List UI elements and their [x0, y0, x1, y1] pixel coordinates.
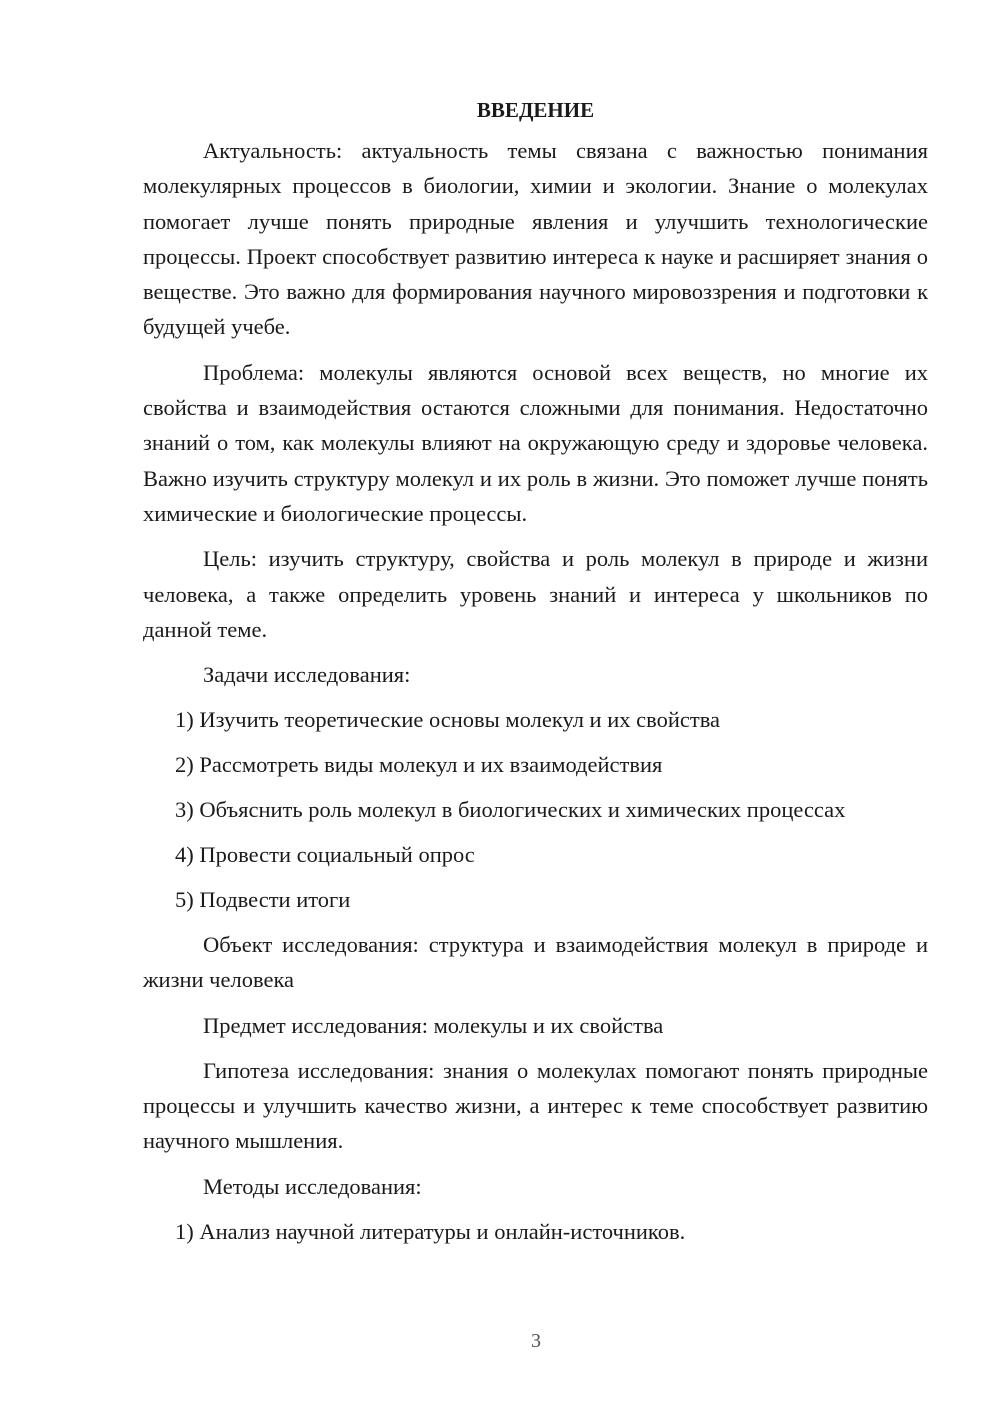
list-item: 3) Объяснить роль молекул в биологических и химических процессах — [175, 797, 846, 823]
problem-paragraph: Проблема: молекулы являются основой всех веществ, но многие их свойства и взаимодействия остаются сложными для понимания. Недостаточно знаний о том, как молекулы влияют на окружающую среду и здоровье человека. Важно изучить структуру молекул и их роль в жизни. Это поможет лучше понять химические и биологические процессы. — [143, 359, 928, 526]
hypothesis-paragraph: Гипотеза исследования: знания о молекулах помогают понять природные процессы и улучшить качество жизни, а интерес к теме способствует развитию научного мышления. — [143, 1057, 928, 1154]
methods-list — [143, 1214, 928, 1249]
tasks-title: Задачи исследования: — [203, 662, 411, 688]
goal-paragraph: Цель: изучить структуру, свойства и роль молекул в природе и жизни человека, а также определить уровень знаний и интереса у школьников по данной теме. — [143, 546, 928, 642]
document-page — [143, 92, 928, 1249]
subject-paragraph: Предмет исследования: молекулы и их свойства — [203, 1012, 664, 1038]
list-item: 4) Провести социальный опрос — [175, 842, 475, 868]
section-heading: ВВЕДЕНИЕ — [476, 98, 595, 122]
list-item: 1) Анализ научной литературы и онлайн-источников. — [175, 1218, 686, 1244]
list-item: 2) Рассмотреть виды молекул и их взаимодействия — [175, 752, 663, 778]
list-item: 5) Подвести итоги — [175, 887, 351, 913]
relevance-paragraph: Актуальность: актуальность темы связана с важностью понимания молекулярных процессов в биологии, химии и экологии. Знание о молекулах помогает лучше понять природные явления и улучшить технологические процессы. Проект способствует развитию интереса к науке и расширяет знания о веществе. Это важно для формирования научного мировоззрения и подготовки к будущей учебе. — [143, 138, 928, 340]
page-number: 3 — [531, 1330, 541, 1352]
tasks-list — [143, 702, 928, 917]
list-item: 1) Изучить теоретические основы молекул и их свойства — [175, 707, 721, 733]
methods-title: Методы исследования: — [203, 1173, 422, 1199]
object-paragraph: Объект исследования: структура и взаимодействия молекул в природе и жизни человека — [143, 932, 928, 993]
